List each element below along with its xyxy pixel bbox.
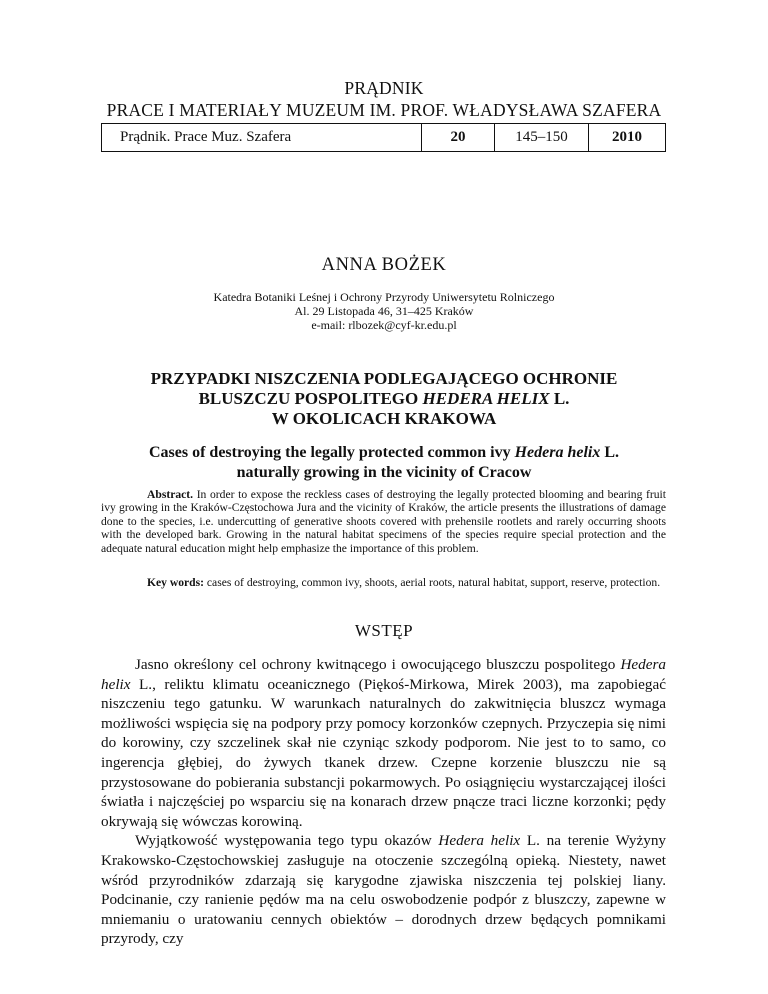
title-pl-line3: W OKOLICACH KRAKOWA xyxy=(271,409,497,428)
title-pl-text: BLUSZCZU POSPOLITEGO xyxy=(198,389,423,408)
author-name: ANNA BOŻEK xyxy=(321,255,447,275)
paragraph-1 xyxy=(101,655,666,831)
journal-name: PRĄDNIK xyxy=(344,78,424,98)
abstract-text: In order to expose the reckless cases of destroying the legally protected blooming and bearing fruit ivy growing in the Kraków-Częstochowa Jura and the vicinity of Kraków, the article presents the illustrations of damage done to the species, i.e. undercutting of generative shoots covered with prehensile rootlets and rarely occurring shoots with the developed bark. Growing in the natural habitat specimens of the species require special protection and the adequate natural education might help emphasize the importance of this problem. xyxy=(101,488,666,555)
citation-pages: 145–150 xyxy=(495,124,589,151)
paragraph-1-text-b: L., reliktu klimatu oceanicznego (Piękoś-Mirkowa, Mirek 2003), ma zapobiegać niszczeniu tego gatunku. W warunkach naturalnych do zakwitnięcia bluszcz wymaga możliwości wspięcia się na podpory przy pomocy korzonków czepnych. Przyczepia się nimi do korowiny, czy szczelinek skał nie czyniąc szkody podporom. Nie jest to to samo, co ingerencja głębiej, do żywych tkanek drzew. Czepne korzenie bluszczu nie są przystosowane do pobierania substancji pokarmowych. Po osiągnięciu wystarczającej ilości światła i najczęściej po wsparciu się na konarach drzew pnącze traci liczne korzonki; pędy okrywają się wówczas korowiną. xyxy=(101,675,666,830)
keywords-label: Key words: xyxy=(147,576,204,589)
section-heading: WSTĘP xyxy=(354,621,414,640)
keywords xyxy=(101,576,666,589)
citation-year: 2010 xyxy=(612,129,642,145)
abstract xyxy=(101,488,666,555)
paragraph-2 xyxy=(101,831,666,949)
keywords-text: cases of destroying, common ivy, shoots, aerial roots, natural habitat, support, reserve, protection. xyxy=(204,576,661,589)
paragraph-2-text-a: Wyjątkowość występowania tego typu okazów xyxy=(135,832,439,850)
abstract-label: Abstract. xyxy=(147,488,194,501)
affiliation-department: Katedra Botaniki Leśnej i Ochrony Przyrody Uniwersytetu Rolniczego xyxy=(213,290,555,304)
affiliation-address: Al. 29 Listopada 46, 31–425 Kraków xyxy=(294,304,474,318)
title-pl-line2 xyxy=(0,389,768,409)
title-en-species: Hedera helix xyxy=(514,444,601,461)
journal-full-title: PRACE I MATERIAŁY MUZEUM IM. PROF. WŁADYSŁAWA SZAFERA xyxy=(106,100,662,120)
citation-box xyxy=(101,123,666,152)
title-en-author-abbrev: L. xyxy=(600,444,620,461)
paragraph-1-text-a: Jasno określony cel ochrony kwitnącego i owocującego bluszczu pospolitego xyxy=(135,656,621,673)
paragraph-1-species: Hedera helix xyxy=(101,656,666,693)
paragraph-2-species: Hedera helix xyxy=(438,832,521,850)
citation-journal: Prądnik. Prace Muz. Szafera xyxy=(102,124,422,151)
title-pl-line1: PRZYPADKI NISZCZENIA PODLEGAJĄCEGO OCHRONIE xyxy=(150,369,618,388)
paragraph-2-text-b: L. na terenie Wyżyny Krakowsko-Częstochowskiej zasługuje na otoczenie szczególną opieką. Niestety, nawet wśród przyrodników zdarzają się karygodne zjawiska niszczenia tej polskiej liany. Podcinanie, czy ranienie pędów ma na celu oswobodzenie podpór z bluszczy, zapewne w mniemaniu o uratowaniu cennych obiektów – dorodnych drzew będących pomnikami przyrody, czy xyxy=(101,832,667,948)
title-en-text: Cases of destroying the legally protected common ivy xyxy=(148,444,515,461)
title-pl-author-abbrev: L. xyxy=(549,389,570,408)
citation-volume: 20 xyxy=(422,124,495,151)
title-pl-species: HEDERA HELIX xyxy=(422,389,550,408)
affiliation-email: e-mail: rlbozek@cyf-kr.edu.pl xyxy=(311,318,457,332)
title-en-line2: naturally growing in the vicinity of Cracow xyxy=(236,464,532,481)
body-text xyxy=(101,655,666,949)
title-en-line1 xyxy=(0,443,768,463)
